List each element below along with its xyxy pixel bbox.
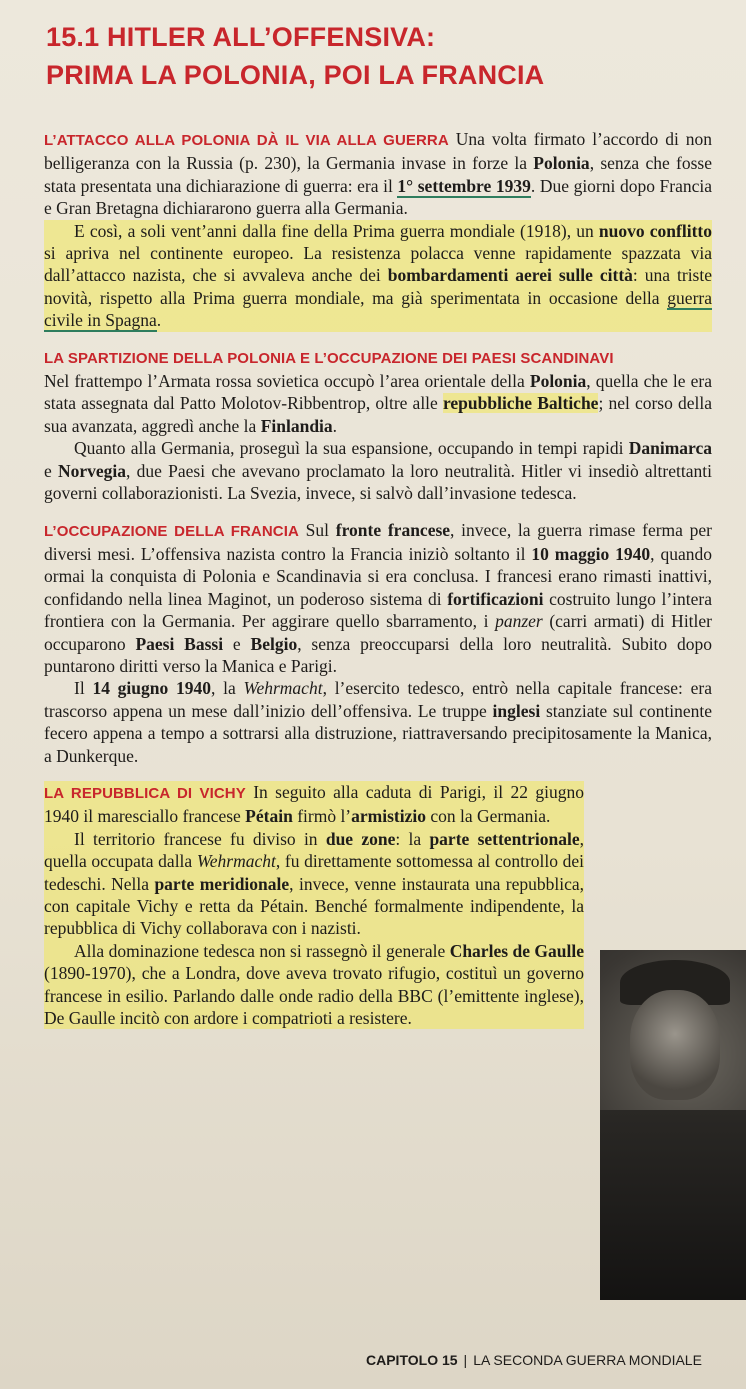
paragraph-two-zones: Il territorio francese fu diviso in due zone: la parte settentrionale, quella occupata dalla Wehrmacht, fu direttamente sottomessa al controllo dei tedeschi. Nella parte meridionale, invece, venne instaurata una repubblica, con capitale Vichy e retta da Pétain. Benché formalmente indipendente, la repubblica di Vichy collaborava con i nazisti. [44, 828, 585, 939]
paragraph-poland-attack: L’ATTACCO ALLA POLONIA DÀ IL VIA ALLA GUERRA Una volta firmato l’accordo di non belligeranza con la Russia (p. 230), la Germania invase in forze la Polonia, senza che fosse stata presentata una dichiarazione di guerra: era il 1° settembre 1939. Due giorni dopo Francia e Gran Bretagna dichiararono guerra alla Germania. [44, 129, 713, 219]
portrait-coat-shape [600, 1110, 746, 1300]
spanish-civil-war: guerra civile in Spagna [44, 287, 712, 331]
paragraph-scandinavia: Quanto alla Germania, proseguì la sua espansione, occupando in tempi rapidi Danimarca e Norvegia, due Paesi che avevano proclamato la loro neutralità. Hitler vi insediò altrettanti governi collaborazionisti. La Svezia, invece, si salvò dall’invasione tedesca. [44, 438, 712, 504]
article-body [44, 128, 712, 1029]
paragraph-new-conflict: E così, a soli vent’anni dalla fine della Prima guerra mondiale (1918), un nuovo conflitto si apriva nel continente europeo. La resistenza polacca venne rapidamente spazzata via dall’attacco nazista, che si avvaleva anche dei bombardamenti aerei sulle città: una triste novità, rispetto alla Prima guerra mondiale, ma già sperimentata in occasione della guerra civile in Spagna. [44, 220, 712, 331]
section-heading-vichy: LA REPUBBLICA DI VICHY [44, 784, 246, 802]
section-heading-france: L’OCCUPAZIONE DELLA FRANCIA [44, 522, 299, 540]
paragraph-partition-poland: LA SPARTIZIONE DELLA POLONIA E L’OCCUPAZIONE DEI PAESI SCANDINAVI Nel frattempo l’Armata rossa sovietica occupò l’area orientale della Polonia, quella che le era stata assegnata dal Patto Molotov-Ribbentrop, oltre alle repubbliche Baltiche; nel corso della sua avanzata, aggredì anche la Finlandia. [44, 349, 712, 436]
title-line-1: 15.1 HITLER ALL’OFFENSIVA: [46, 22, 436, 52]
vichy-column [44, 781, 584, 1029]
page-footer [366, 1352, 702, 1368]
footer-chapter: CAPITOLO 15 [366, 1352, 458, 1368]
title-line-2: PRIMA LA POLONIA, POI LA FRANCIA [46, 60, 545, 90]
paragraph-de-gaulle: Alla dominazione tedesca non si rassegnò il generale Charles de Gaulle (1890-1970), che a Londra, dove aveva trovato rifugio, costituì un governo francese in esilio. Parlando dalle onde radio della BBC (l’emittente inglese), De Gaulle incitò con ardore i compatrioti a resistere. [44, 940, 584, 1029]
paragraph-vichy: LA REPUBBLICA DI VICHY In seguito alla caduta di Parigi, il 22 giugno 1940 il maresciallo francese Pétain firmò l’armistizio con la Germania. [44, 781, 584, 827]
date-1-settembre-1939: 1° settembre 1939 [397, 175, 531, 196]
paragraph-france-occupation: L’OCCUPAZIONE DELLA FRANCIA Sul fronte francese, invece, la guerra rimase ferma per diversi mesi. L’offensiva nazista contro la Francia iniziò soltanto il 10 maggio 1940, quando ormai la conquista di Polonia e Scandinavia si era conclusa. I francesi erano rimasti inattivi, confidando nella linea Maginot, un poderoso sistema di fortificazioni costruito lungo l’intera frontiera con la Germania. Per aggirare quello sbarramento, i panzer (carri armati) di Hitler occuparono Paesi Bassi e Belgio, senza preoccuparsi della loro neutralità. Subito dopo puntarono diritti verso la Manica e Parigi. [44, 519, 712, 676]
portrait-face-shape [630, 990, 720, 1100]
footer-separator: | [463, 1352, 468, 1368]
page-title [46, 18, 686, 94]
section-heading-poland: L’ATTACCO ALLA POLONIA DÀ IL VIA ALLA GUERRA [44, 132, 449, 149]
section-heading-partition: LA SPARTIZIONE DELLA POLONIA E L’OCCUPAZIONE DEI PAESI SCANDINAVI [44, 349, 614, 367]
de-gaulle-photo [600, 950, 746, 1300]
footer-subject: LA SECONDA GUERRA MONDIALE [473, 1352, 702, 1368]
paragraph-paris-falls: Il 14 giugno 1940, la Wehrmacht, l’esercito tedesco, entrò nella capitale francese: era trascorso appena un mese dall’inizio dell’offensiva. Le truppe inglesi stanziate sul continente fecero appena a tempo a sottrarsi alla distruzione, riattraversando precipitosamente la Manica, a Dunkerque. [44, 678, 712, 766]
